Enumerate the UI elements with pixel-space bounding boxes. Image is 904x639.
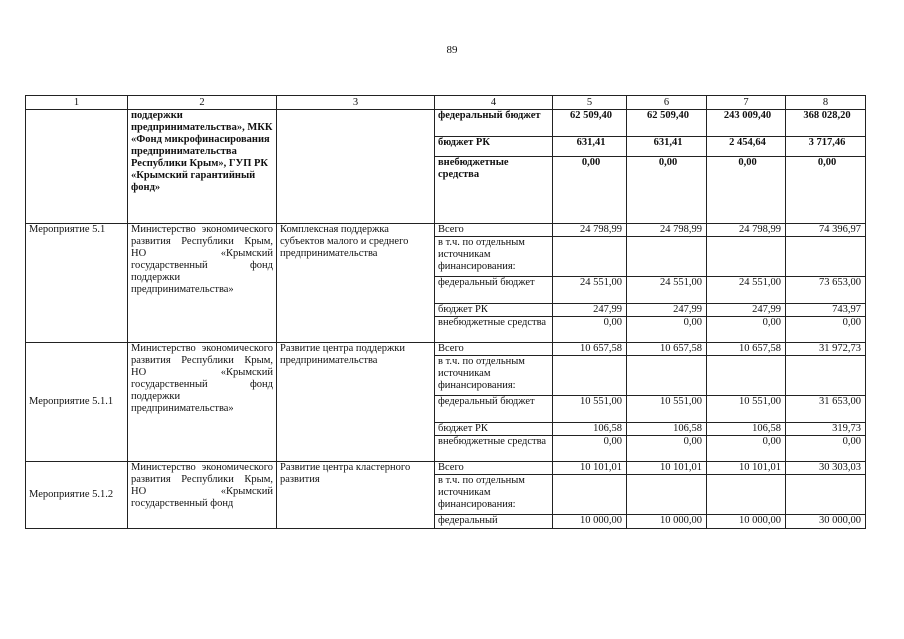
page-number: 89 — [446, 44, 458, 56]
executor-cell: Министерство экономического развития Республики Крым, НО «Крымский государственный фонд поддержки предпринимательства» — [128, 343, 277, 462]
value-cell — [627, 475, 707, 515]
value-cell: 31 653,00 — [786, 396, 866, 423]
value-cell: 24 798,99 — [627, 224, 707, 237]
value-cell — [786, 237, 866, 277]
value-cell — [707, 356, 786, 396]
executor-cell: поддержки предпринимательства», МКК «Фонд микрофинасирования предпринимательства Республики Крым», ГУП РК «Крымский гарантийный фонд» — [128, 110, 277, 224]
value-cell: 0,00 — [553, 157, 627, 224]
table-header-row — [26, 96, 866, 110]
table-row — [26, 343, 866, 356]
value-cell: 0,00 — [553, 317, 627, 343]
event-cell: Мероприятие 5.1.1 — [26, 343, 128, 462]
source-label: внебюджетные средства — [435, 436, 553, 462]
value-cell — [627, 356, 707, 396]
value-cell — [553, 475, 627, 515]
value-cell: 631,41 — [553, 137, 627, 157]
executor-cell: Министерство экономического развития Республики Крым, НО «Крымский государственный фонд — [128, 462, 277, 529]
value-cell: 0,00 — [553, 436, 627, 462]
value-cell: 10 000,00 — [553, 515, 627, 529]
event-cell: Мероприятие 5.1.2 — [26, 462, 128, 529]
header-cell: 7 — [707, 96, 786, 110]
value-cell: 106,58 — [553, 423, 627, 436]
value-cell: 319,73 — [786, 423, 866, 436]
value-cell: 0,00 — [707, 157, 786, 224]
value-cell: 631,41 — [627, 137, 707, 157]
value-cell: 0,00 — [786, 157, 866, 224]
value-cell: 24 551,00 — [707, 277, 786, 304]
value-cell — [707, 475, 786, 515]
event-name-cell: Развитие центра кластерного развития — [277, 462, 435, 529]
value-cell: 0,00 — [786, 317, 866, 343]
value-cell: 0,00 — [627, 436, 707, 462]
value-cell — [786, 356, 866, 396]
table-row — [26, 110, 866, 137]
value-cell: 0,00 — [707, 436, 786, 462]
value-cell — [553, 356, 627, 396]
source-label: бюджет РК — [435, 304, 553, 317]
value-cell: 10 657,58 — [707, 343, 786, 356]
value-cell: 243 009,40 — [707, 110, 786, 137]
value-cell: 10 551,00 — [553, 396, 627, 423]
header-cell: 4 — [435, 96, 553, 110]
value-cell: 24 798,99 — [707, 224, 786, 237]
source-label: в т.ч. по отдельным источникам финансирования: — [435, 237, 553, 277]
event-name-cell — [277, 110, 435, 224]
header-cell: 8 — [786, 96, 866, 110]
value-cell: 368 028,20 — [786, 110, 866, 137]
value-cell: 247,99 — [627, 304, 707, 317]
value-cell — [553, 237, 627, 277]
value-cell: 247,99 — [553, 304, 627, 317]
value-cell — [786, 475, 866, 515]
event-cell: Мероприятие 5.1 — [26, 224, 128, 343]
value-cell: 10 101,01 — [553, 462, 627, 475]
value-cell: 10 657,58 — [553, 343, 627, 356]
source-label: Всего — [435, 224, 553, 237]
value-cell: 62 509,40 — [627, 110, 707, 137]
value-cell: 247,99 — [707, 304, 786, 317]
value-cell: 10 657,58 — [627, 343, 707, 356]
value-cell: 10 551,00 — [627, 396, 707, 423]
value-cell: 0,00 — [627, 317, 707, 343]
value-cell — [707, 237, 786, 277]
source-label: бюджет РК — [435, 423, 553, 436]
value-cell: 10 101,01 — [707, 462, 786, 475]
source-label: внебюджетные средства — [435, 157, 553, 224]
source-label: федеральный бюджет — [435, 110, 553, 137]
event-name-cell: Развитие центра поддержки предпринимательства — [277, 343, 435, 462]
event-name-cell: Комплексная поддержка субъектов малого и среднего предпринимательства — [277, 224, 435, 343]
value-cell: 10 000,00 — [627, 515, 707, 529]
value-cell: 10 551,00 — [707, 396, 786, 423]
value-cell: 0,00 — [707, 317, 786, 343]
value-cell: 24 551,00 — [627, 277, 707, 304]
header-cell: 3 — [277, 96, 435, 110]
source-label: бюджет РК — [435, 137, 553, 157]
table-row — [26, 224, 866, 237]
source-label: Всего — [435, 343, 553, 356]
value-cell: 106,58 — [707, 423, 786, 436]
value-cell — [627, 237, 707, 277]
source-label: федеральный — [435, 515, 553, 529]
value-cell: 31 972,73 — [786, 343, 866, 356]
value-cell: 0,00 — [627, 157, 707, 224]
value-cell: 62 509,40 — [553, 110, 627, 137]
source-label: федеральный бюджет — [435, 396, 553, 423]
value-cell: 0,00 — [786, 436, 866, 462]
header-cell: 6 — [627, 96, 707, 110]
source-label: в т.ч. по отдельным источникам финансирования: — [435, 356, 553, 396]
value-cell: 10 101,01 — [627, 462, 707, 475]
event-cell — [26, 110, 128, 224]
source-label: внебюджетные средства — [435, 317, 553, 343]
value-cell: 106,58 — [627, 423, 707, 436]
value-cell: 24 798,99 — [553, 224, 627, 237]
value-cell: 10 000,00 — [707, 515, 786, 529]
value-cell: 73 653,00 — [786, 277, 866, 304]
value-cell: 3 717,46 — [786, 137, 866, 157]
value-cell: 24 551,00 — [553, 277, 627, 304]
source-label: федеральный бюджет — [435, 277, 553, 304]
source-label: Всего — [435, 462, 553, 475]
value-cell: 2 454,64 — [707, 137, 786, 157]
value-cell: 743,97 — [786, 304, 866, 317]
budget-table — [25, 95, 866, 529]
header-cell: 2 — [128, 96, 277, 110]
source-label: в т.ч. по отдельным источникам финансирования: — [435, 475, 553, 515]
value-cell: 30 303,03 — [786, 462, 866, 475]
executor-cell: Министерство экономического развития Республики Крым, НО «Крымский государственный фонд поддержки предпринимательства» — [128, 224, 277, 343]
value-cell: 30 000,00 — [786, 515, 866, 529]
header-cell: 5 — [553, 96, 627, 110]
value-cell: 74 396,97 — [786, 224, 866, 237]
header-cell: 1 — [26, 96, 128, 110]
table-row — [26, 462, 866, 475]
